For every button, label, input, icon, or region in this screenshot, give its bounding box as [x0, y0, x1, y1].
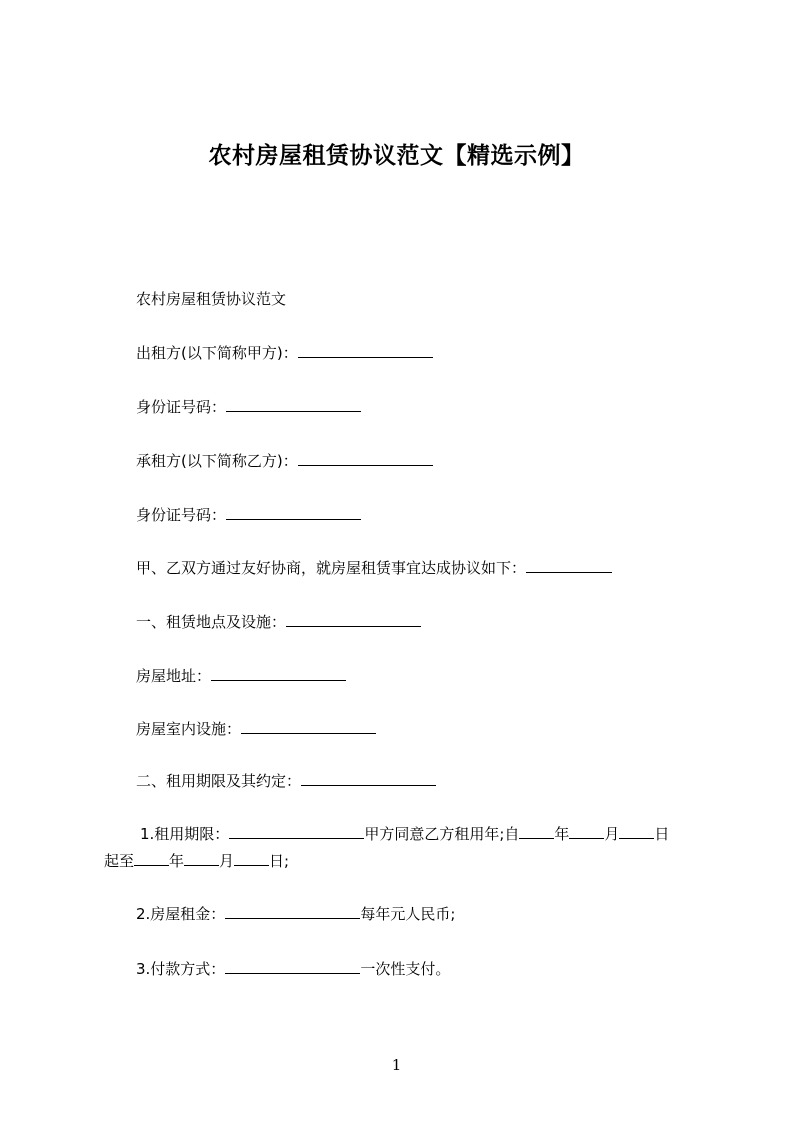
start-year-label: 年: [554, 825, 570, 843]
lessor-line: [136, 342, 433, 364]
term-end-line: [104, 850, 289, 872]
payment-suffix: 一次性支付。: [360, 960, 451, 978]
rent-blank: [225, 904, 360, 919]
lessor-id-line: [136, 396, 361, 418]
house-facilities-blank: [241, 719, 376, 734]
lessee-name-blank: [298, 451, 433, 466]
lessee-id-label: 身份证号码：: [136, 506, 227, 524]
start-year-blank: [519, 824, 554, 839]
lessee-label: 承租方(以下简称乙方)：: [136, 452, 298, 470]
lessor-id-label: 身份证号码：: [136, 398, 227, 416]
house-address-line: [136, 665, 346, 687]
term-label: 1.租用期限：: [140, 825, 230, 843]
rent-suffix: 每年元人民币;: [360, 905, 456, 923]
start-month-label: 月: [604, 825, 620, 843]
agreement-intro-line: [136, 557, 612, 579]
end-day-blank: [234, 851, 269, 866]
house-address-blank: [211, 666, 346, 681]
end-year-blank: [134, 851, 169, 866]
payment-blank: [225, 959, 360, 974]
lessee-id-blank: [226, 505, 361, 520]
lessee-line: [136, 450, 433, 472]
section1-blank: [286, 612, 421, 627]
end-month-label: 月: [219, 852, 235, 870]
lessor-name-blank: [298, 343, 433, 358]
start-day-blank: [619, 824, 654, 839]
end-month-blank: [184, 851, 219, 866]
term-until: 起至: [104, 852, 135, 870]
end-day-label: 日;: [269, 852, 290, 870]
start-month-blank: [569, 824, 604, 839]
section1-heading: 一、租赁地点及设施：: [136, 613, 287, 631]
rent-label: 2.房屋租金：: [136, 905, 226, 923]
section2-heading: 二、租用期限及其约定：: [136, 772, 302, 790]
house-address-label: 房屋地址：: [136, 667, 212, 685]
payment-label: 3.付款方式：: [136, 960, 226, 978]
agreement-intro: 甲、乙双方通过友好协商，就房屋租赁事宜达成协议如下：: [136, 559, 527, 577]
lessor-id-blank: [226, 397, 361, 412]
lessee-id-line: [136, 504, 361, 526]
house-facilities-line: [136, 718, 376, 740]
end-year-label: 年: [169, 852, 185, 870]
document-title: 农村房屋租赁协议范文【精选示例】: [208, 143, 585, 169]
page-number: 1: [391, 1056, 402, 1074]
house-facilities-label: 房屋室内设施：: [136, 720, 242, 738]
rent-line: [136, 903, 455, 925]
term-blank: [229, 824, 364, 839]
agreement-subtitle: 农村房屋租赁协议范文: [136, 290, 287, 308]
payment-line: [136, 958, 450, 980]
section1-line: [136, 611, 421, 633]
lessor-label: 出租方(以下简称甲方)：: [136, 344, 298, 362]
term-line: [140, 823, 669, 845]
term-consent-text: 甲方同意乙方租用年;自: [364, 825, 520, 843]
section2-line: [136, 770, 436, 792]
section2-blank: [301, 771, 436, 786]
start-day-label: 日: [654, 825, 670, 843]
agreement-intro-blank: [526, 558, 612, 573]
